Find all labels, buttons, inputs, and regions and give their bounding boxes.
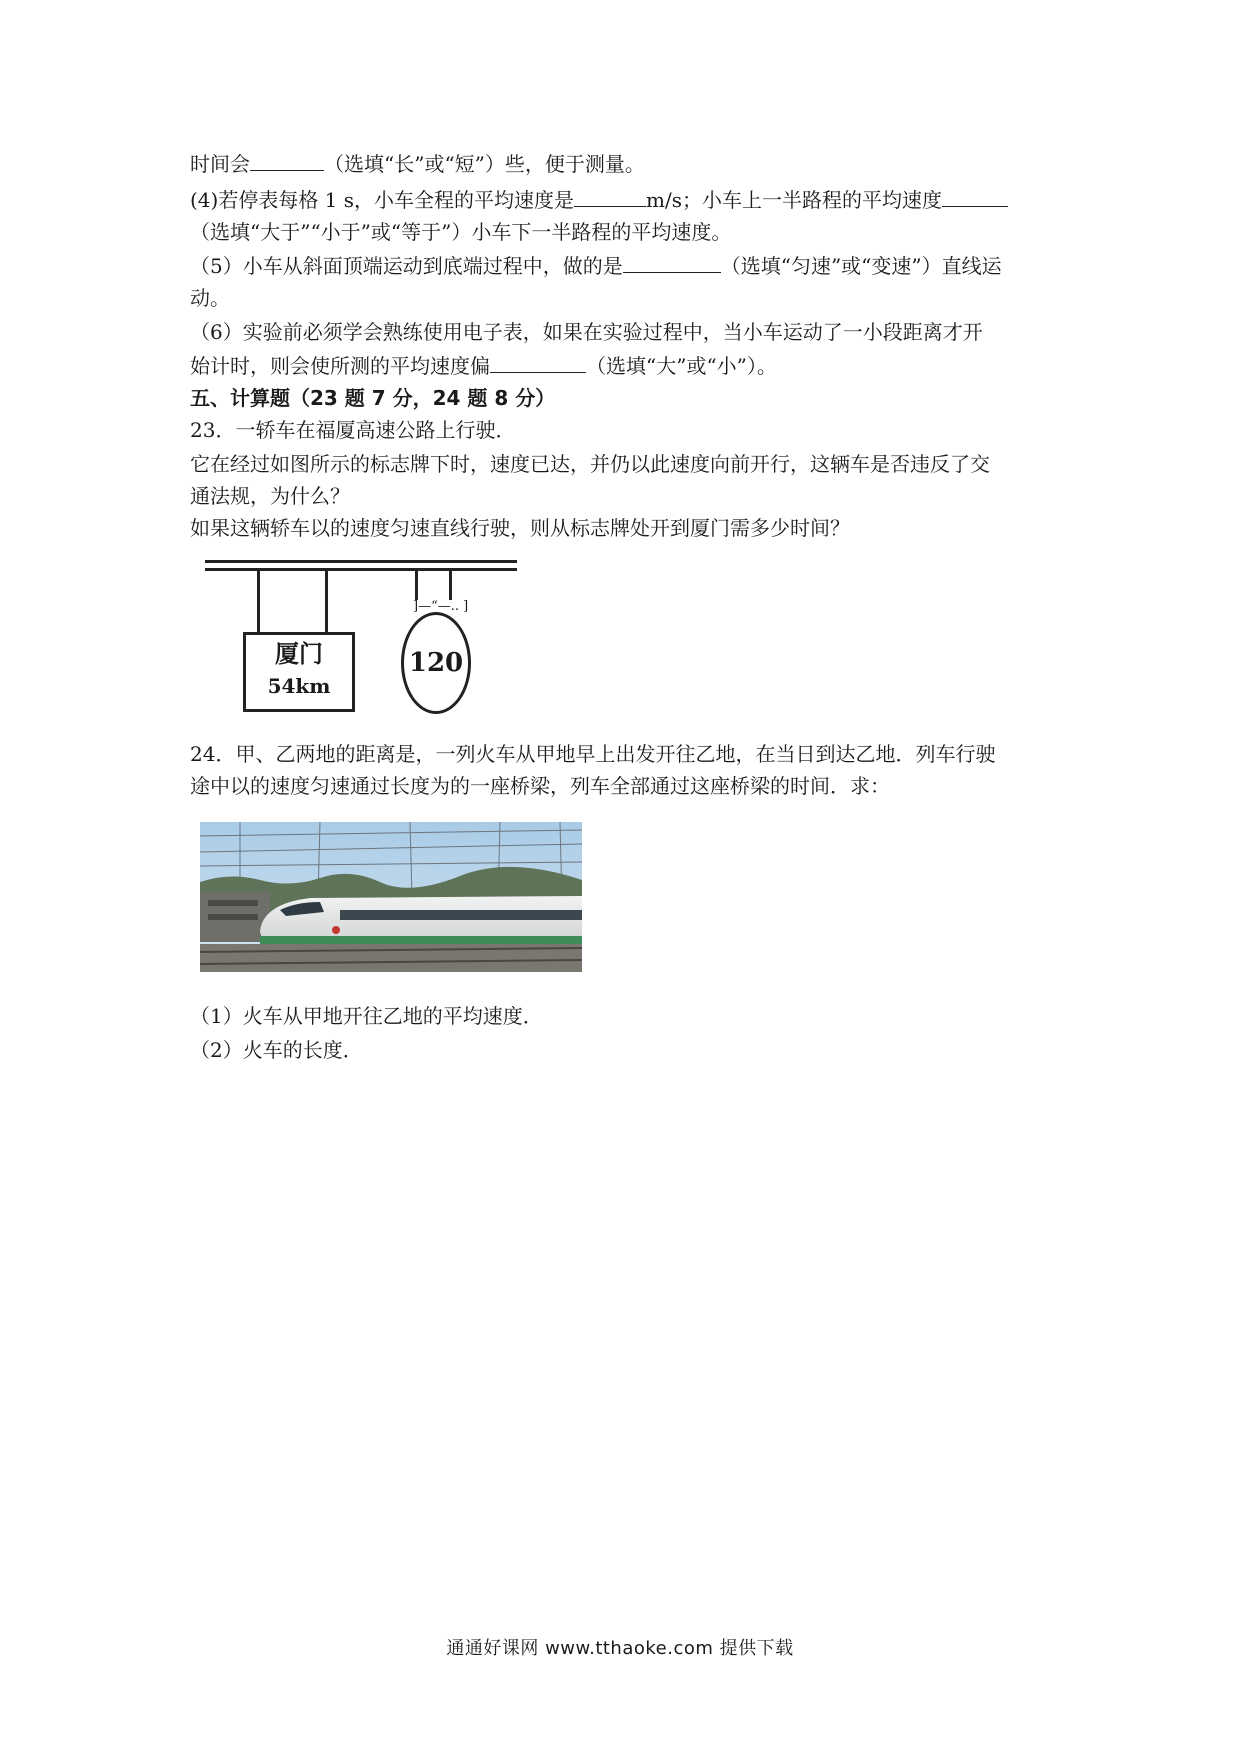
text: 时间会 (190, 152, 250, 176)
sign-post (415, 570, 418, 600)
q24-subquestion: （1）火车从甲地开往乙地的平均速度． (190, 1004, 543, 1028)
text: （选填“匀速”或“变速”）直线运 (720, 254, 1002, 278)
train-photo (200, 822, 582, 972)
question-line: （选填“大于”“小于”或“等于”）小车下一半路程的平均速度。 (190, 220, 732, 244)
q24-line: 24．甲、乙两地的距离是，一列火车从甲地早上出发开往乙地，在当日到达乙地．列车行驶 (190, 742, 996, 766)
section-heading: 五、计算题（23 题 7 分，24 题 8 分） (190, 386, 556, 410)
text: 始计时，则会使所测的平均速度偏 (190, 354, 490, 378)
q24-line: 途中以的速度匀速通过长度为的一座桥梁，列车全部通过这座桥梁的时间．求： (190, 774, 890, 798)
answer-blank (942, 186, 1008, 207)
road-sign-figure (205, 560, 525, 718)
q24-subquestion: （2）火车的长度． (190, 1038, 363, 1062)
text: （选填“大”或“小”）。 (586, 354, 777, 378)
question-line (190, 150, 645, 178)
page-footer: 通通好课网 www.tthaoke.com 提供下载 (446, 1638, 794, 1659)
scan-artifact: ]—“—.. ] (413, 599, 469, 614)
sign-post (449, 570, 452, 600)
destination-label: 厦门 (275, 639, 323, 668)
text: (4)若停表每格 1 s，小车全程的平均速度是 (190, 188, 575, 212)
distance-sign (243, 632, 355, 712)
text: （5）小车从斜面顶端运动到底端过程中，做的是 (190, 254, 623, 278)
question-line: （6）实验前必须学会熟练使用电子表，如果在实验过程中，当小车运动了一小段距离才开 (190, 320, 983, 344)
text: （选填“长”或“短”）些，便于测量。 (324, 152, 645, 176)
question-line: 动。 (190, 286, 230, 310)
answer-blank (490, 352, 586, 373)
speed-limit-sign (401, 612, 471, 714)
sign-rail (205, 560, 517, 563)
q23-line: 通法规，为什么？ (190, 484, 350, 508)
sign-post (257, 570, 260, 632)
text: m/s；小车上一半路程的平均速度 (646, 188, 943, 212)
question-line (190, 352, 777, 380)
q23-line: 如果这辆轿车以的速度匀速直线行驶，则从标志牌处开到厦门需多少时间？ (190, 516, 850, 540)
answer-blank (574, 186, 646, 207)
sign-rail (205, 568, 517, 571)
speed-limit-value: 120 (408, 648, 464, 678)
q23-line: 它在经过如图所示的标志牌下时，速度已达，并仍以此速度向前开行，这辆车是否违反了交 (190, 452, 990, 476)
q23-line: 23．一轿车在福厦高速公路上行驶． (190, 418, 516, 442)
question-line (190, 252, 1002, 280)
sign-post (325, 570, 328, 632)
answer-blank (250, 150, 324, 171)
distance-label: 54km (267, 674, 331, 698)
answer-blank (623, 252, 721, 273)
question-line (190, 186, 1008, 214)
